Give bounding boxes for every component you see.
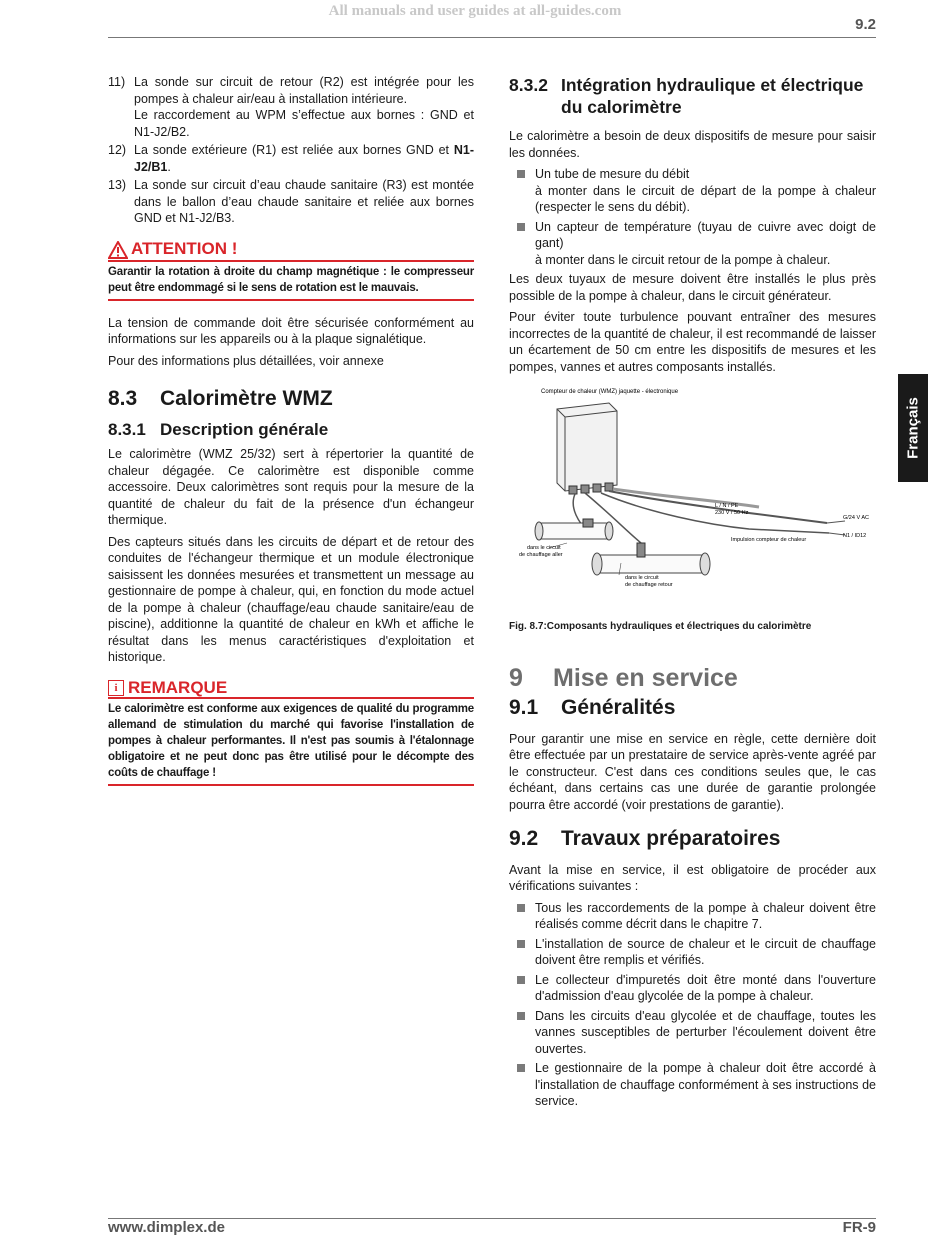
bullet-square-icon [517,940,525,948]
bullet-line1: Un tube de mesure du débit [535,167,690,181]
list-item [509,936,876,969]
paragraph: La tension de commande doit être sécurisée conformément au informations sur les appareils ou à la plaque signalétique. [108,315,474,346]
heading-title: Calorimètre WMZ [160,387,333,410]
figure-label-top: Compteur de chaleur (WMZ) jaquette - électronique [541,389,679,395]
item-11-text: La sonde sur circuit de retour (R2) est intégrée pour les pompes à chaleur air/eau à installation intérieure. [134,75,474,106]
figure-heat-meter [509,383,876,615]
bullet-square-icon [517,1064,525,1072]
list-item [509,1060,876,1110]
header-rule [108,37,876,38]
paragraph: Le calorimètre a besoin de deux dispositifs de mesure pour saisir les données. [509,129,876,160]
figure-label-g24: G/24 V AC [843,515,869,521]
heading-9 [509,663,876,692]
paragraph: Pour des informations plus détaillées, voir annexe [108,353,384,368]
header-section-number: 9.2 [855,16,876,33]
heading-title: Travaux préparatoires [561,827,781,850]
heading-9-1 [509,696,876,719]
remarque-callout [108,677,474,787]
list-item [509,1008,876,1058]
list-item [509,900,876,933]
attention-title: ATTENTION ! [131,239,238,259]
bullet-square-icon [517,223,525,231]
heading-number: 8.3.1 [108,419,146,439]
paragraph: Les deux tuyaux de mesure doivent être installés le plus près possible de la pompe à chaleur, dans le circuit générateur. [509,272,876,303]
figure-label-retour-2: de chauffage retour [625,582,673,588]
remarque-title: REMARQUE [128,677,228,697]
list-text [134,142,474,175]
heading-title: Description générale [160,419,329,439]
bullet-square-icon [517,1012,525,1020]
list-text: Le collecteur d'impuretés doit être monté dans l'ouverture d'admission d'eau glycolée de la pompe à chaleur. [535,972,876,1003]
bullet-square-icon [517,976,525,984]
heading-number: 8.3.2 [509,75,548,95]
paragraph: Le calorimètre (WMZ 25/32) sert à répertorier la quantité de chaleur dégagée. Ce calorimètre est disponible comme accessoire. Deux calorimètres sont requis pour la mesure de la quantité de chaleur du fait de la présence d'un échangeur thermique. [108,447,474,527]
warning-triangle-icon [108,241,128,259]
heading-8-3-2 [509,74,876,118]
figure-label-n1: N1 / ID12 [843,533,867,539]
paragraph: Pour éviter toute turbulence pouvant entraîner des mesures incorrectes de la quantité de chaleur, il est recommandé de laisser un écartement de 50 cm entre les dispositifs de mesures et les pompes, vannes et autres composants installés. [509,310,876,374]
figure-label-lnpe: L / N / PE [715,503,739,509]
list-text: La sonde sur circuit d’eau chaude sanitaire (R3) est montée dans le ballon d’eau chaude sanitaire et reliée aux bornes GND et N1-J2/B3. [134,178,474,225]
heading-9-2 [509,827,876,850]
figure-label-retour-1: dans le circuit [625,575,659,581]
list-item [509,166,876,216]
item-12-pre: La sonde extérieure (R1) est reliée aux bornes GND et [134,143,454,157]
bullet-line2: à monter dans le circuit de départ de la pompe à chaleur (respecter le sens du débit). [535,183,876,214]
list-text [535,219,876,269]
list-text: Le gestionnaire de la pompe à chaleur doit être accordé à l'installation de chauffage conformément à ses instructions de service. [535,1061,876,1108]
item-12-bold: N1-J2/B1 [134,143,474,174]
heat-meter-diagram [509,383,876,615]
item-12-post: . [167,159,171,174]
item-11-text2: Le raccordement au WPM s’effectue aux bornes : GND et N1-J2/B2. [134,108,474,139]
bullet-line2: à monter dans le circuit retour de la pompe à chaleur. [535,252,831,267]
footer-website-link[interactable]: www.dimplex.de [108,1219,225,1236]
right-column [509,74,876,1113]
list-text: L'installation de source de chaleur et le circuit de chauffage doivent être remplis et vérifiés. [535,936,876,967]
list-text [134,74,474,140]
paragraph: Avant la mise en service, il est obligatoire de procéder aux vérifications suivantes : [509,862,876,893]
list-text: Dans les circuits d'eau glycolée et de chauffage, toutes les vannes susceptibles de perturber l'écoulement doivent être ouvertes. [535,1008,876,1056]
heading-8-3-1 [108,419,474,439]
language-label: Français [904,397,922,459]
figure-label-impulsion: Impulsion compteur de chaleur [731,537,807,543]
attention-body: Garantir la rotation à droite du champ magnétique : le compresseur peut être endommagé si le sens de rotation est le mauvais. [108,265,474,294]
list-text [535,166,876,216]
watermark: All manuals and user guides at all-guides.com [328,3,622,19]
figure-label-aller-1: dans le circuit [527,545,561,551]
heading-8-3 [108,387,474,410]
list-text: Tous les raccordements de la pompe à chaleur doivent être réalisés comme décrit dans le chapitre 7. [535,900,876,931]
info-icon: i [108,680,124,696]
list-item [509,219,876,269]
left-column [108,74,474,800]
heading-number: 9 [509,663,523,692]
bullet-square-icon [517,904,525,912]
list-item [108,74,474,140]
heading-number: 9.2 [509,827,539,850]
paragraph: Pour garantir une mise en service en règle, cette dernière doit être effectuée par un prestataire de service après-vente agréé par le constructeur. C'est dans ces conditions seules que, le cas échéant, dans certains cas une durée de garantie prolongée pourra être accordé (voir prestations de garantie). [509,731,876,812]
figure-label-230v: 230 V / 50 Hz [715,510,749,516]
heading-title: Généralités [561,696,676,719]
heading-title: Mise en service [553,663,738,692]
remarque-header [108,677,474,700]
footer-page-number: FR-9 [842,1219,876,1236]
heading-number: 8.3 [108,387,138,410]
figure-label-aller-2: de chauffage aller [519,552,563,558]
list-number: 12) [108,143,127,157]
list-item [108,142,474,175]
list-number: 13) [108,178,127,192]
attention-callout [108,241,474,301]
heading-title: Intégration hydraulique et électrique du calorimètre [561,75,864,117]
attention-header [108,241,474,262]
figure-caption: Fig. 8.7:Composants hydrauliques et électriques du calorimètre [509,621,812,632]
bullet-line1: Un capteur de température (tuyau de cuivre avec doigt de gant) [535,219,876,250]
list-item [108,177,474,227]
bullet-square-icon [517,170,525,178]
language-side-tab [898,374,928,482]
paragraph: Des capteurs situés dans les circuits de départ et de retour des conduites de l'échangeur thermique et un module électronique saisissent les données mesurées et transmettent un message au gestionnaire de pompe à chaleur, qui, en fonction du mode actuel de la pompe à chaleur (chauffage/eau chaude sanitaire/eau de piscine), additionne la quantité de chaleur en kWh et affiche le résultat dans les menus caractéristiques d'exploitation et historique. [108,534,474,664]
heading-number: 9.1 [509,696,539,719]
list-number: 11) [108,75,126,89]
remarque-body: Le calorimètre est conforme aux exigences de qualité du programme allemand de stimulation du marché qui favorise l'installation de pompes à chaleur performantes. Il n'est pas soumis à l'étalonnage obligatoire et ne peut donc pas être utilisé pour le décompte des coûts de chauffage ! [108,703,474,779]
list-item [509,972,876,1005]
